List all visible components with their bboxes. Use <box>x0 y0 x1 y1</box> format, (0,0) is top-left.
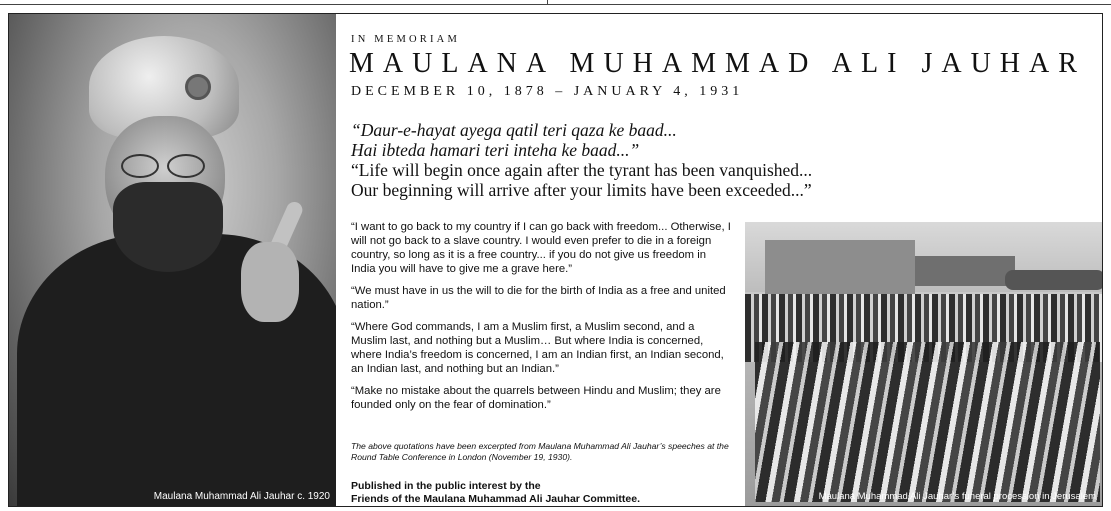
poem-line: Hai ibteda hamari teri inteha ke baad...” <box>351 140 640 160</box>
photo-trees-shape <box>1005 270 1102 290</box>
quotations-block <box>351 220 731 420</box>
poem-translation-line: Our beginning will arrive after your limits have been exceeded...” <box>351 180 812 200</box>
in-memoriam-label: IN MEMORIAM <box>351 34 460 45</box>
eyeglasses-left-icon <box>121 154 159 178</box>
photo-building-shape <box>765 240 915 295</box>
funeral-procession-photo <box>745 222 1102 506</box>
eyeglasses-right-icon <box>167 154 205 178</box>
photo-marchers-shape <box>755 342 1100 502</box>
publisher-credit <box>351 480 640 506</box>
page-top-rule <box>0 0 1111 5</box>
portrait-caption: Maulana Muhammad Ali Jauhar c. 1920 <box>153 491 330 502</box>
memorial-title: MAULANA MUHAMMAD ALI JAUHAR <box>349 48 1086 79</box>
portrait-hand-shape <box>241 242 299 322</box>
quotation: “We must have in us the will to die for the birth of India as a free and united nation.” <box>351 285 726 311</box>
life-dates: DECEMBER 10, 1878 – JANUARY 4, 1931 <box>351 84 744 99</box>
poem-block <box>351 120 812 200</box>
funeral-photo-caption: Maulana Muhammad Ali Jauhar’s funeral procession in Jerusalem <box>818 491 1096 502</box>
page-top-tick <box>547 0 548 4</box>
photo-building-shape <box>915 256 1015 286</box>
poem-translation-line: “Life will begin once again after the tyrant has been vanquished... <box>351 160 813 180</box>
portrait-photo <box>9 14 336 506</box>
quotation: “Where God commands, I am a Muslim first, a Muslim second, and a Muslim last, and nothing but a Muslim… But where India is concerned, where India’s freedom is concerned, I am an Indian first, an Indian second, an Indian last, and nothing but an Indian.” <box>351 321 724 375</box>
quotation: “I want to go back to my country if I can go back with freedom... Otherwise, I will not go back to a slave country. I would even prefer to die in a foreign country, so long as it is a free country... if you do not give us freedom in India you will have to give me a grave here.” <box>351 221 731 275</box>
poem-line: “Daur-e-hayat ayega qatil teri qaza ke baad... <box>351 120 677 140</box>
publisher-line: Published in the public interest by the <box>351 480 541 492</box>
source-note: The above quotations have been excerpted from Maulana Muhammad Ali Jauhar’s speeches at the Round Table Conference in London (November 19, 1930). <box>351 441 729 462</box>
advertisement-frame <box>8 13 1103 507</box>
publisher-line: Friends of the Maulana Muhammad Ali Jauhar Committee. <box>351 493 640 505</box>
hat-crescent-icon <box>185 74 211 100</box>
quotation: “Make no mistake about the quarrels between Hindu and Muslim; they are founded only on the fear of domination.” <box>351 385 721 411</box>
portrait-beard-shape <box>113 182 223 272</box>
